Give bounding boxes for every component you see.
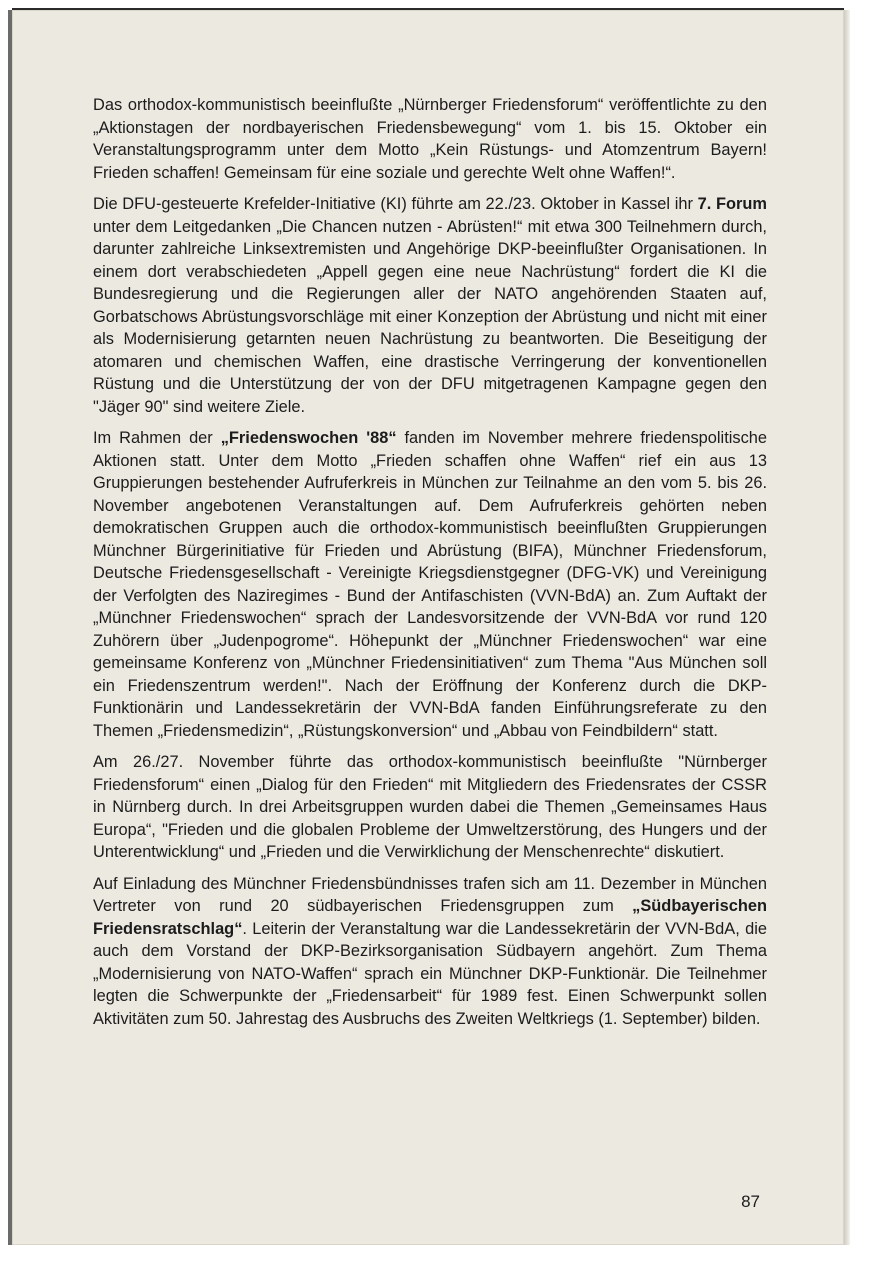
paragraph-3-text-a: Im Rahmen der [93,429,221,447]
body-text [93,94,767,1039]
page-number: 87 [741,1192,760,1211]
paragraph-2-bold-term: 7. Forum [697,195,767,213]
paragraph-friedensforum [93,94,767,184]
paragraph-friedenswochen [93,427,767,742]
paragraph-krefelder-initiative [93,193,767,418]
paragraph-2-text-a: Die DFU-gesteuerte Krefelder-Initiative (KI) führte am 22./23. Oktober in Kassel ihr [93,195,698,213]
paragraph-5-text-b: . Leiterin der Veranstaltung war die Landessekretärin der VVN-BdA, die auch dem Vorstand der DKP-Bezirksorganisation Südbayern angehört. Zum Thema „Modernisierung von NATO-Waffen“ sprach ein Münchner DKP-Funktionär. Die Teilnehmer legten die Schwerpunkte der „Friedensarbeit“ für 1989 fest. Einen Schwerpunkt sollen Aktivitäten zum 50. Jahrestag des Ausbruchs des Zweiten Weltkriegs (1. September) bilden. [93,919,767,1028]
page-right-edge [844,10,850,1245]
paragraph-3-text-b: fanden im November mehrere friedenspolitische Aktionen statt. Unter dem Motto „Frieden schaffen ohne Waffen“ rief ein aus 13 Gruppierungen bestehender Aufruferkreis in München zur Teilnahme an den vom 5. bis 26. November angebotenen Veranstaltungen auf. Dem Aufruferkreis gehörten neben demokratischen Gruppen auch die orthodox-kommunistisch beeinflußten Gruppierungen Münchner Bürgerinitiative für Frieden und Abrüstung (BIFA), Münchner Friedensforum, Deutsche Friedensgesellschaft - Vereinigte Kriegsdienstgegner (DFG-VK) und Vereinigung der Verfolgten des Naziregimes - Bund der Antifaschisten (VVN-BdA) an. Zum Auftakt der „Münchner Friedenswochen“ sprach der Landesvorsitzende der VVN-BdA vor rund 120 Zuhörern über „Judenpogrome“. Höhepunkt der „Münchner Friedenswochen“ war eine gemeinsame Konferenz von „Münchner Friedensinitiativen“ zum Thema "Aus München soll ein Friedenszentrum werden!". Nach der Eröffnung der Konferenz durch die DKP-Funktionärin und Landessekretärin der VVN-BdA fanden Einführungsreferate zu den Themen „Friedensmedizin“, „Rüstungskonversion“ und „Abbau von Feindbildern“ statt. [93,429,768,740]
paragraph-2-text-b: unter dem Leitgedanken „Die Chancen nutzen - Abrüsten!“ mit etwa 300 Teilnehmern durch, darunter zahlreiche Linksextremisten und Angehörige DKP-beeinflußter Organisationen. In einem dort verabschiedeten „Appell gegen eine neue Nachrüstung“ fordert die KI die Bundesregierung und die Regierungen aller der NATO angehörenden Staaten auf, Gorbatschows Abrüstungsvorschläge mit einer Konzeption der Abrüstung und nicht mit einer als Modernisierung getarnten neuen Nachrüstung zu beantworten. Die Beseitigung der atomaren und chemischen Waffen, eine drastische Verringerung der konventionellen Rüstung und die Unterstützung der von der DFU mitgetragenen Kampagne gegen den "Jäger 90" sind weitere Ziele. [93,217,767,416]
paragraph-5-text-a: Auf Einladung des Münchner Friedensbündnisses trafen sich am 11. Dezember in München Vertreter von rund 20 südbayerischen Friedensgruppen zum [93,874,767,915]
paragraph-4-text: Am 26./27. November führte das orthodox-kommunistisch beeinflußte "Nürnberger Friedensforum“ einen „Dialog für den Frieden“ mit Mitgliedern des Friedensrates der CSSR in Nürnberg durch. In drei Arbeitsgruppen wurden dabei die Themen „Gemeinsames Haus Europa“, "Frieden und die globalen Probleme der Umweltzerstörung, des Hungers und der Unterentwicklung“ und „Frieden und die Verwirklichung der Menschenrechte“ diskutiert. [93,753,767,861]
paragraph-dialog-fuer-den-frieden [93,751,767,864]
paragraph-1-text: Das orthodox-kommunistisch beeinflußte „Nürnberger Friedensforum“ veröffentlichte zu den „Aktionstagen der nordbayerischen Friedensbewegung“ vom 1. bis 15. Oktober ein Veranstaltungsprogramm unter dem Motto „Kein Rüstungs- und Atomzentrum Bayern! Frieden schaffen! Gemeinsam für eine soziale und gerechte Welt ohne Waffen!“. [93,96,767,182]
paragraph-friedensratschlag [93,873,767,1031]
paragraph-5-bold-term: „Südbayerischen Friedensratschlag“ [93,897,767,938]
paragraph-3-bold-term: „Friedenswochen '88“ [220,429,397,447]
